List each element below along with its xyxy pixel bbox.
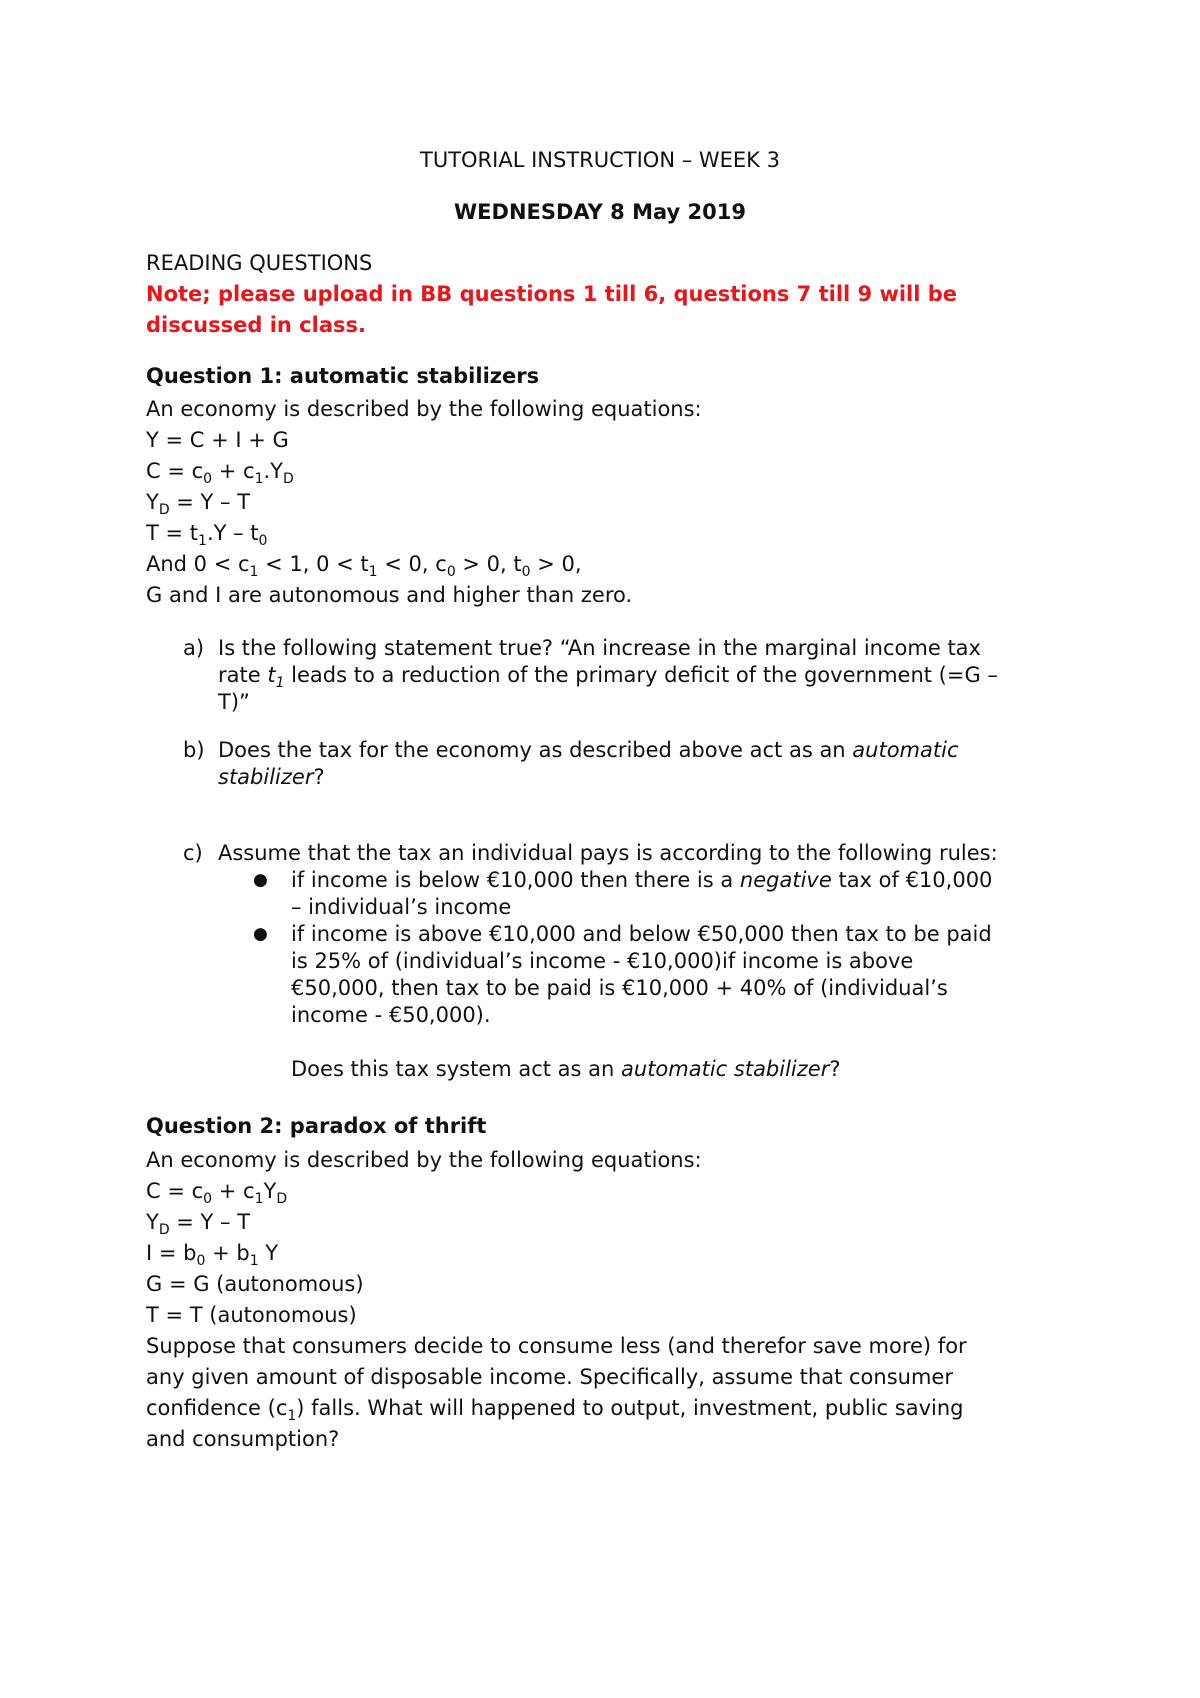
bullet-icon: ●	[253, 870, 268, 890]
q2-intro: An economy is described by the following equations:	[146, 1148, 702, 1172]
q2-eq5: T = T (autonomous)	[146, 1303, 357, 1327]
date-line: WEDNESDAY 8 May 2019	[454, 200, 746, 224]
q2-para-line-3: confidence $(c_1)$ falls. What will happened to output, investment, public saving	[146, 1396, 964, 1425]
question-1-heading: Question 1: automatic stabilizers	[146, 364, 540, 388]
bullet-2-line-3: €50,000, then tax to be paid is €10,000 + 40% of (individual’s	[291, 976, 948, 1000]
q1-eq2: $C = c_0 + c_1.Y_D$	[146, 459, 294, 488]
bullet-1-line-2: – individual’s income	[291, 895, 512, 919]
q2-eq2: $Y_D = Y - T$	[146, 1210, 251, 1239]
bullet-icon: ●	[253, 924, 268, 944]
bullet-2-line-4: income - €50,000).	[291, 1003, 491, 1027]
q1-c-question: Does this tax system act as an automatic stabilizer?	[291, 1057, 841, 1081]
q1-a-line-2: rate $t_1$ leads to a reduction of the primary deficit of the government (=G –	[218, 663, 998, 692]
note-line-1: Note; please upload in BB questions 1 till 6, questions 7 till 9 will be	[146, 282, 958, 306]
q1-eq1: Y = C + I + G	[146, 428, 289, 452]
note-line-2: discussed in class.	[146, 313, 366, 337]
question-2-heading: Question 2: paradox of thrift	[146, 1114, 487, 1138]
bullet-2-line-2: is 25% of (individual’s income - €10,000)if income is above	[291, 949, 914, 973]
bullet-1-line-1: if income is below €10,000 then there is a negative tax of €10,000	[291, 868, 993, 892]
q1-eq6: G and I are autonomous and higher than zero.	[146, 583, 633, 607]
q1-b-line-2: stabilizer?	[218, 765, 325, 789]
q1-eq5: And $0 < c_1 < 1$, $0 < t_1 < 0$, $c_0 > 0$, $t_0 > 0$,	[146, 552, 582, 581]
section-heading: READING QUESTIONS	[146, 251, 373, 275]
q2-para-line-1: Suppose that consumers decide to consume less (and therefor save more) for	[146, 1334, 967, 1358]
bullet-2-line-1: if income is above €10,000 and below €50,000 then tax to be paid	[291, 922, 992, 946]
page-title: TUTORIAL INSTRUCTION – WEEK 3	[420, 148, 780, 172]
q2-eq1: $C = c_0 + c_1Y_D$	[146, 1179, 288, 1208]
q1-c-line-1: Assume that the tax an individual pays is according to the following rules:	[218, 841, 998, 865]
q1-b-line-1: Does the tax for the economy as described above act as an automatic	[218, 738, 959, 762]
q2-para-line-4: and consumption?	[146, 1427, 340, 1451]
q1-a-line-1: Is the following statement true? “An increase in the marginal income tax	[218, 636, 981, 660]
q1-intro: An economy is described by the following equations:	[146, 397, 702, 421]
q2-eq3: $I = b_0 + b_1$ Y	[146, 1241, 279, 1270]
q1-b-label: b)	[183, 738, 205, 762]
q1-a-label: a)	[183, 636, 205, 660]
q1-c-label: c)	[183, 841, 203, 865]
q2-para-line-2: any given amount of disposable income. Specifically, assume that consumer	[146, 1365, 953, 1389]
q2-eq4: G = G (autonomous)	[146, 1272, 364, 1296]
q1-eq3: $Y_D = Y - T$	[146, 490, 251, 519]
q1-eq4: $T = t_1.Y - t_0$	[146, 521, 268, 550]
q1-a-line-3: T)”	[218, 690, 250, 714]
